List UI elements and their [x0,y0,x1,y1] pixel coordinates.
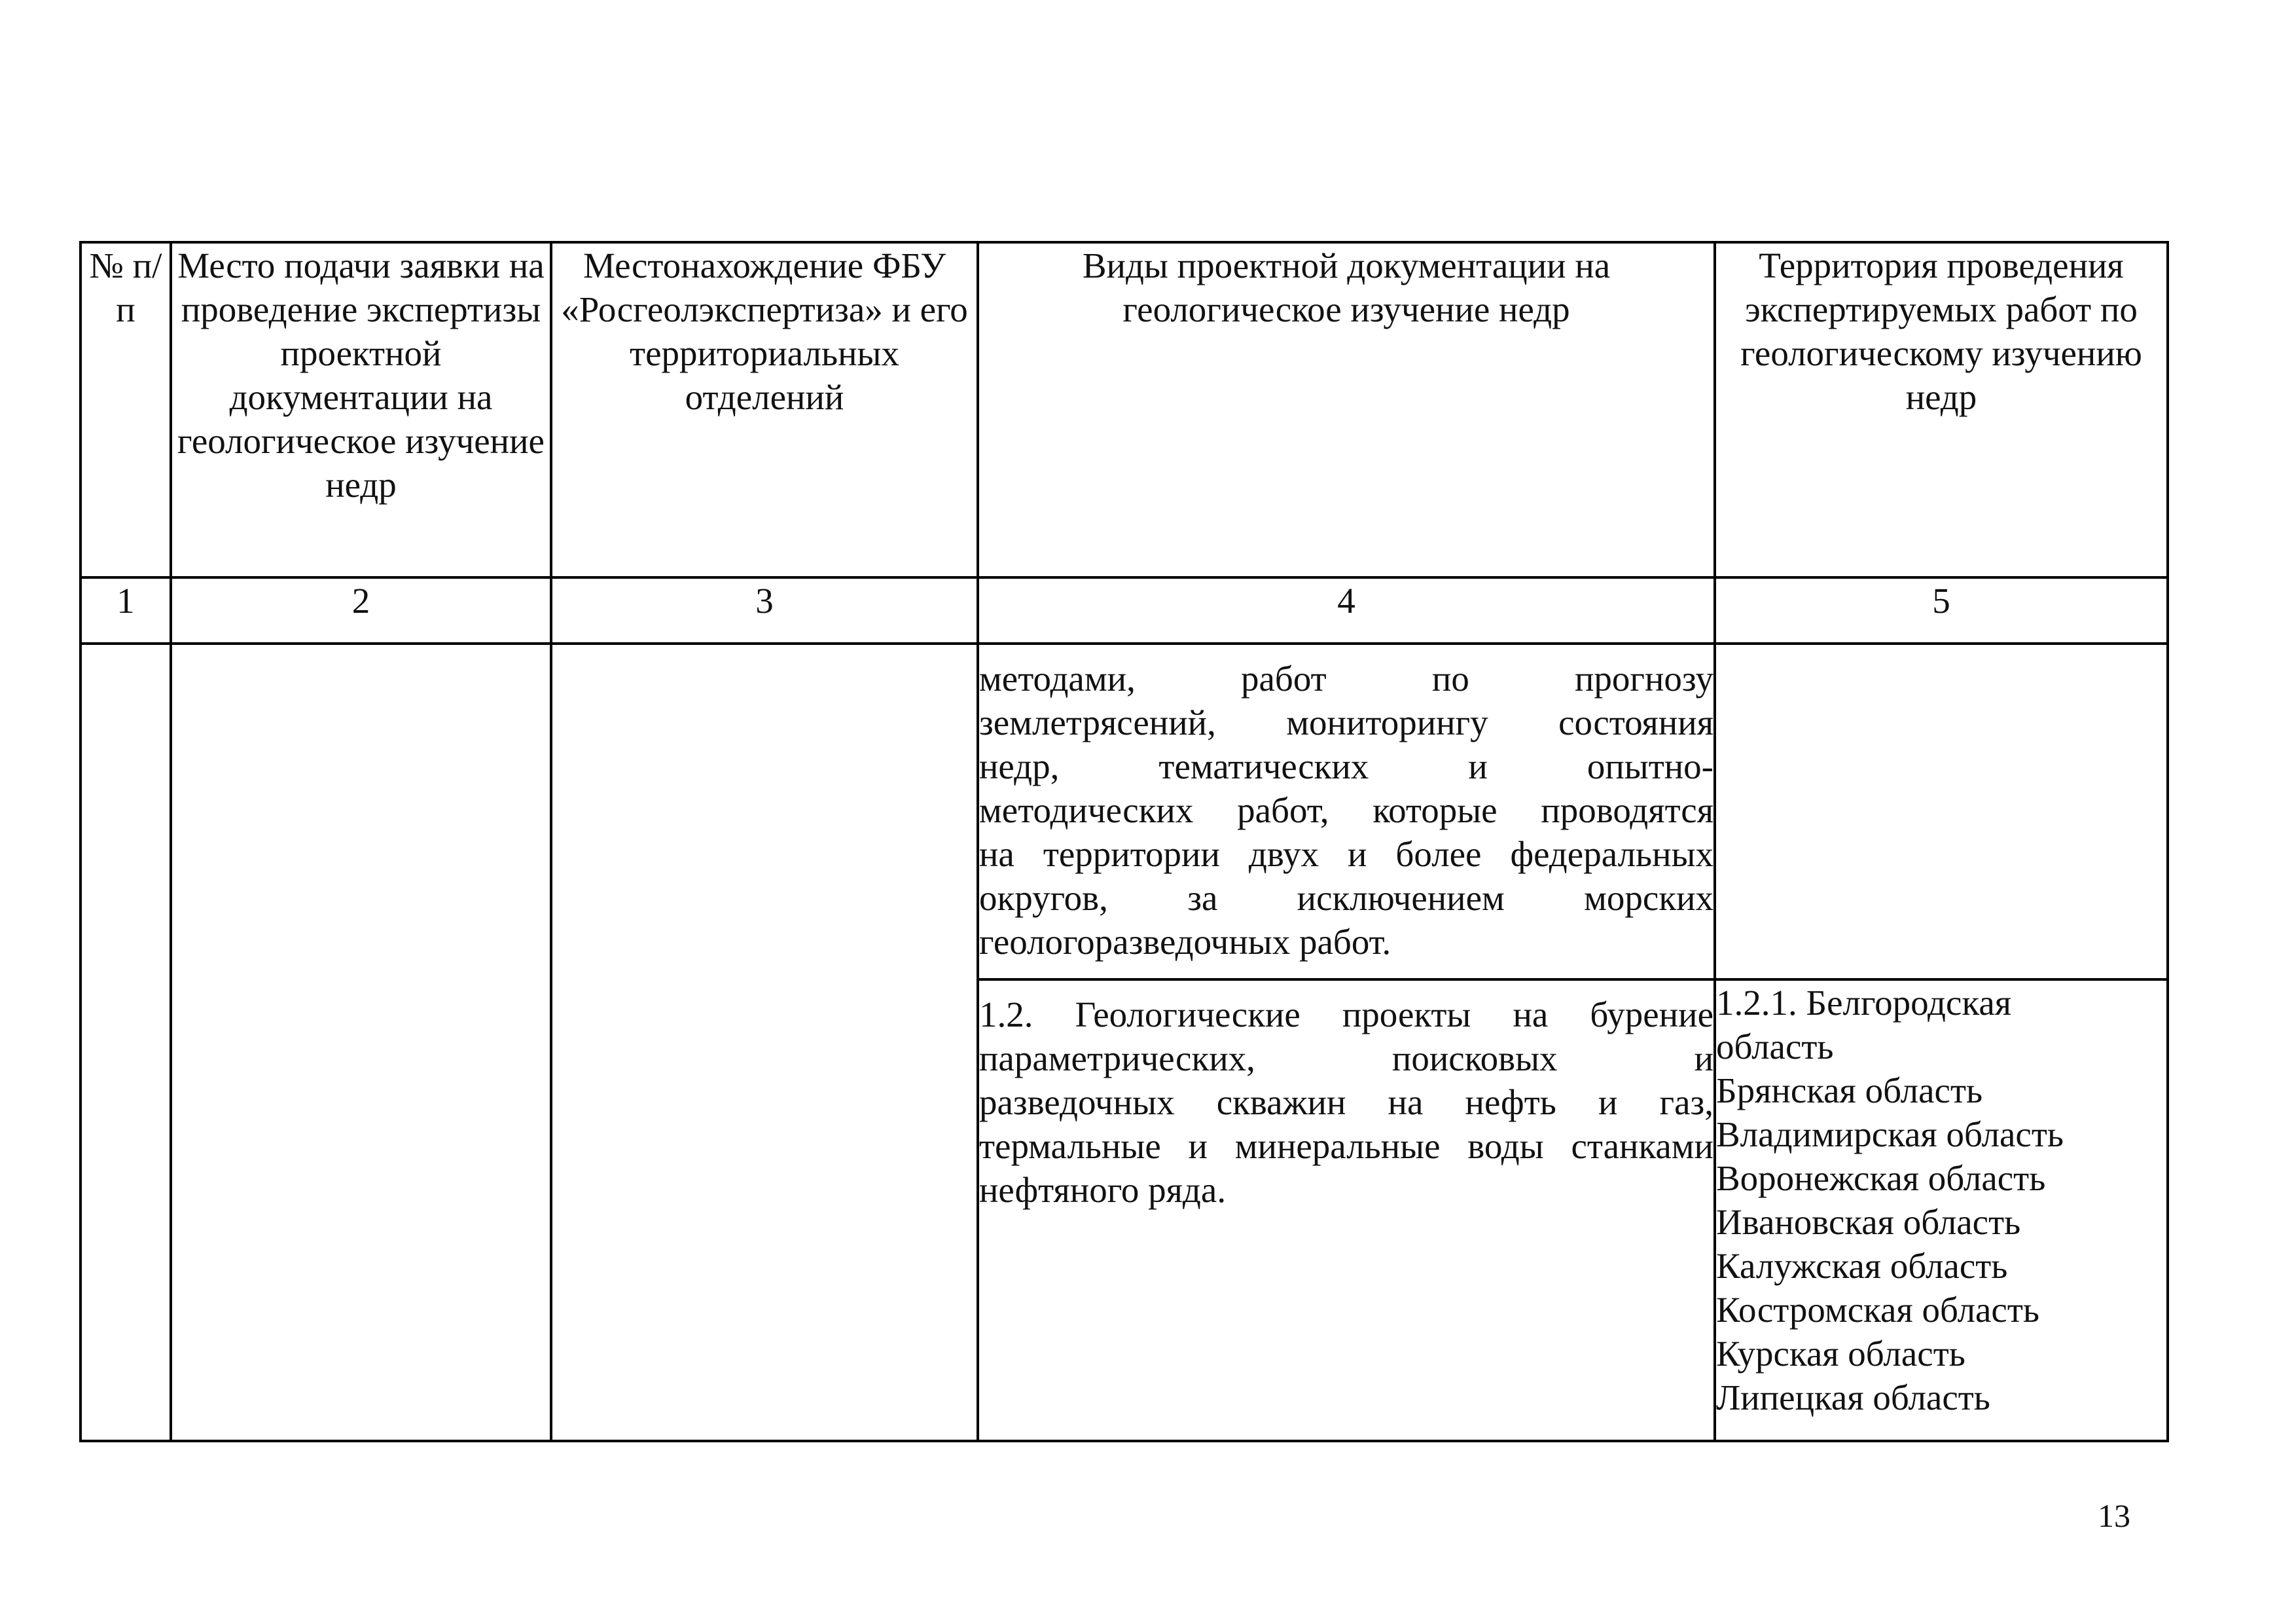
cell-territory-list [1715,979,2168,1441]
text-line: недр, тематических и опытно- [979,746,1713,786]
list-item: Брянская область [1716,1070,1983,1110]
text-line: параметрических, поисковых и [979,1038,1713,1078]
list-item: Калужская область [1716,1246,2008,1286]
list-item: Курская область [1716,1334,1965,1374]
text-line: на территории двух и более федеральных [979,834,1713,874]
list-item: Воронежская область [1716,1158,2046,1198]
list-item: Владимирская область [1716,1114,2064,1154]
text-line: округов, за исключением морских [979,878,1713,918]
header-location: Местонахождение ФБУ «Росгеолэкспертиза» и его территориальных отделений [551,242,978,577]
text-line: нефтяного ряда. [979,1170,1227,1210]
text-line: термальные и минеральные воды станками [979,1126,1713,1166]
list-item: 1.2.1. Белгородская [1716,983,2012,1023]
list-item: Костромская область [1716,1290,2039,1330]
text-line: методических работ, которые проводятся [979,790,1713,830]
text-line: разведочных скважин на нефть и газ, [979,1082,1713,1122]
cell-territory-empty [1715,644,2168,979]
text-line: геологоразведочных работ. [979,922,1391,962]
table-row [81,644,2168,979]
column-number-row [81,577,2168,644]
text-line: методами, работ по прогнозу [979,659,1713,699]
cell-document-types [978,979,1715,1441]
text-line: землетрясений, мониторингу состояния [979,702,1713,742]
cell-location-empty [551,644,978,1441]
column-number: 2 [171,577,551,644]
cell-document-types [978,644,1715,979]
column-number: 4 [978,577,1715,644]
column-number: 3 [551,577,978,644]
header-application-place: Место подачи заявки на проведение экспертизы проектной документации на геологическое изучение недр [171,242,551,577]
header-row [81,242,2168,577]
header-document-types: Виды проектной документации на геологическое изучение недр [978,242,1715,577]
page-number: 13 [2098,1497,2130,1534]
header-number: № п/п [81,242,171,577]
text-line: 1.2. Геологические проекты на бурение [979,994,1713,1034]
cell-application-place-empty [171,644,551,1441]
document-table [79,241,2169,1442]
list-item: Липецкая область [1716,1377,1990,1417]
list-item: Ивановская область [1716,1202,2021,1242]
column-number: 1 [81,577,171,644]
header-territory: Территория проведения экспертируемых работ по геологическому изучению недр [1715,242,2168,577]
list-item: область [1716,1027,1834,1067]
column-number: 5 [1715,577,2168,644]
cell-number-empty [81,644,171,1441]
